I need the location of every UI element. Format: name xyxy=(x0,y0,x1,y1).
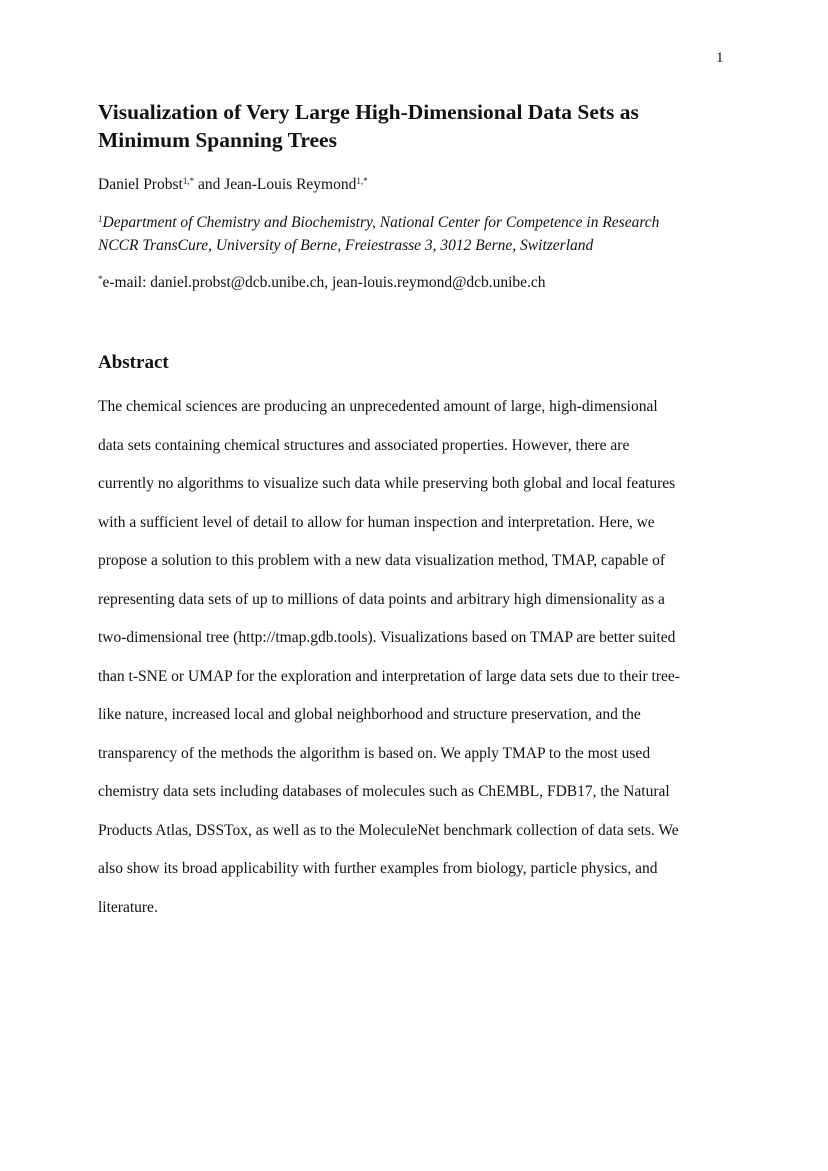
abstract-line: transparency of the methods the algorithm is based on. We apply TMAP to the most used xyxy=(98,744,651,762)
author-connector: and xyxy=(194,176,225,193)
contact-email xyxy=(98,272,738,294)
abstract-line: than t-SNE or UMAP for the exploration and interpretation of large data sets due to their tree- xyxy=(98,667,680,685)
abstract-heading: Abstract xyxy=(98,352,169,373)
abstract-line: two-dimensional tree (http://tmap.gdb.tools). Visualizations based on TMAP are better suited xyxy=(98,629,676,646)
abstract-line: propose a solution to this problem with a new data visualization method, TMAP, capable of xyxy=(98,552,666,569)
abstract-line: with a sufficient level of detail to allow for human inspection and interpretation. Here, we xyxy=(98,513,655,531)
author-list xyxy=(98,174,738,196)
abstract-line: literature. xyxy=(98,898,158,916)
page-number: 1 xyxy=(716,50,724,66)
author-marks: 1,* xyxy=(182,176,195,186)
title-line: Minimum Spanning Trees xyxy=(98,128,337,152)
title-line: Visualization of Very Large High-Dimensional Data Sets as xyxy=(98,100,639,124)
affiliation-line: Department of Chemistry and Biochemistry, National Center for Competence in Research xyxy=(102,214,660,231)
abstract-line: like nature, increased local and global neighborhood and structure preservation, and the xyxy=(98,706,641,723)
abstract-line: data sets containing chemical structures and associated properties. However, there are xyxy=(98,436,630,454)
affiliation-mark: 1 xyxy=(98,214,103,224)
email-mark: * xyxy=(98,274,103,284)
abstract-line: chemistry data sets including databases of molecules such as ChEMBL, FDB17, the Natural xyxy=(98,783,670,800)
abstract-line: representing data sets of up to millions of data points and arbitrary high dimensionality as a xyxy=(98,590,665,608)
paper-title xyxy=(98,98,738,154)
abstract-body xyxy=(98,395,738,934)
abstract-line: also show its broad applicability with further examples from biology, particle physics, and xyxy=(98,860,658,877)
email-text: e-mail: daniel.probst@dcb.unibe.ch, jean-louis.reymond@dcb.unibe.ch xyxy=(102,274,546,291)
author-name: Daniel Probst xyxy=(98,176,183,193)
abstract-line: The chemical sciences are producing an unprecedented amount of large, high-dimensional xyxy=(98,398,658,415)
affiliation-line: NCCR TransCure, University of Berne, Freiestrasse 3, 3012 Berne, Switzerland xyxy=(98,237,594,254)
abstract-line: currently no algorithms to visualize such data while preserving both global and local features xyxy=(98,475,676,492)
abstract-line: Products Atlas, DSSTox, as well as to the MoleculeNet benchmark collection of data sets. We xyxy=(98,821,679,839)
author-name: Jean-Louis Reymond xyxy=(224,176,357,193)
author-marks: 1,* xyxy=(356,176,368,186)
affiliation xyxy=(98,211,738,257)
